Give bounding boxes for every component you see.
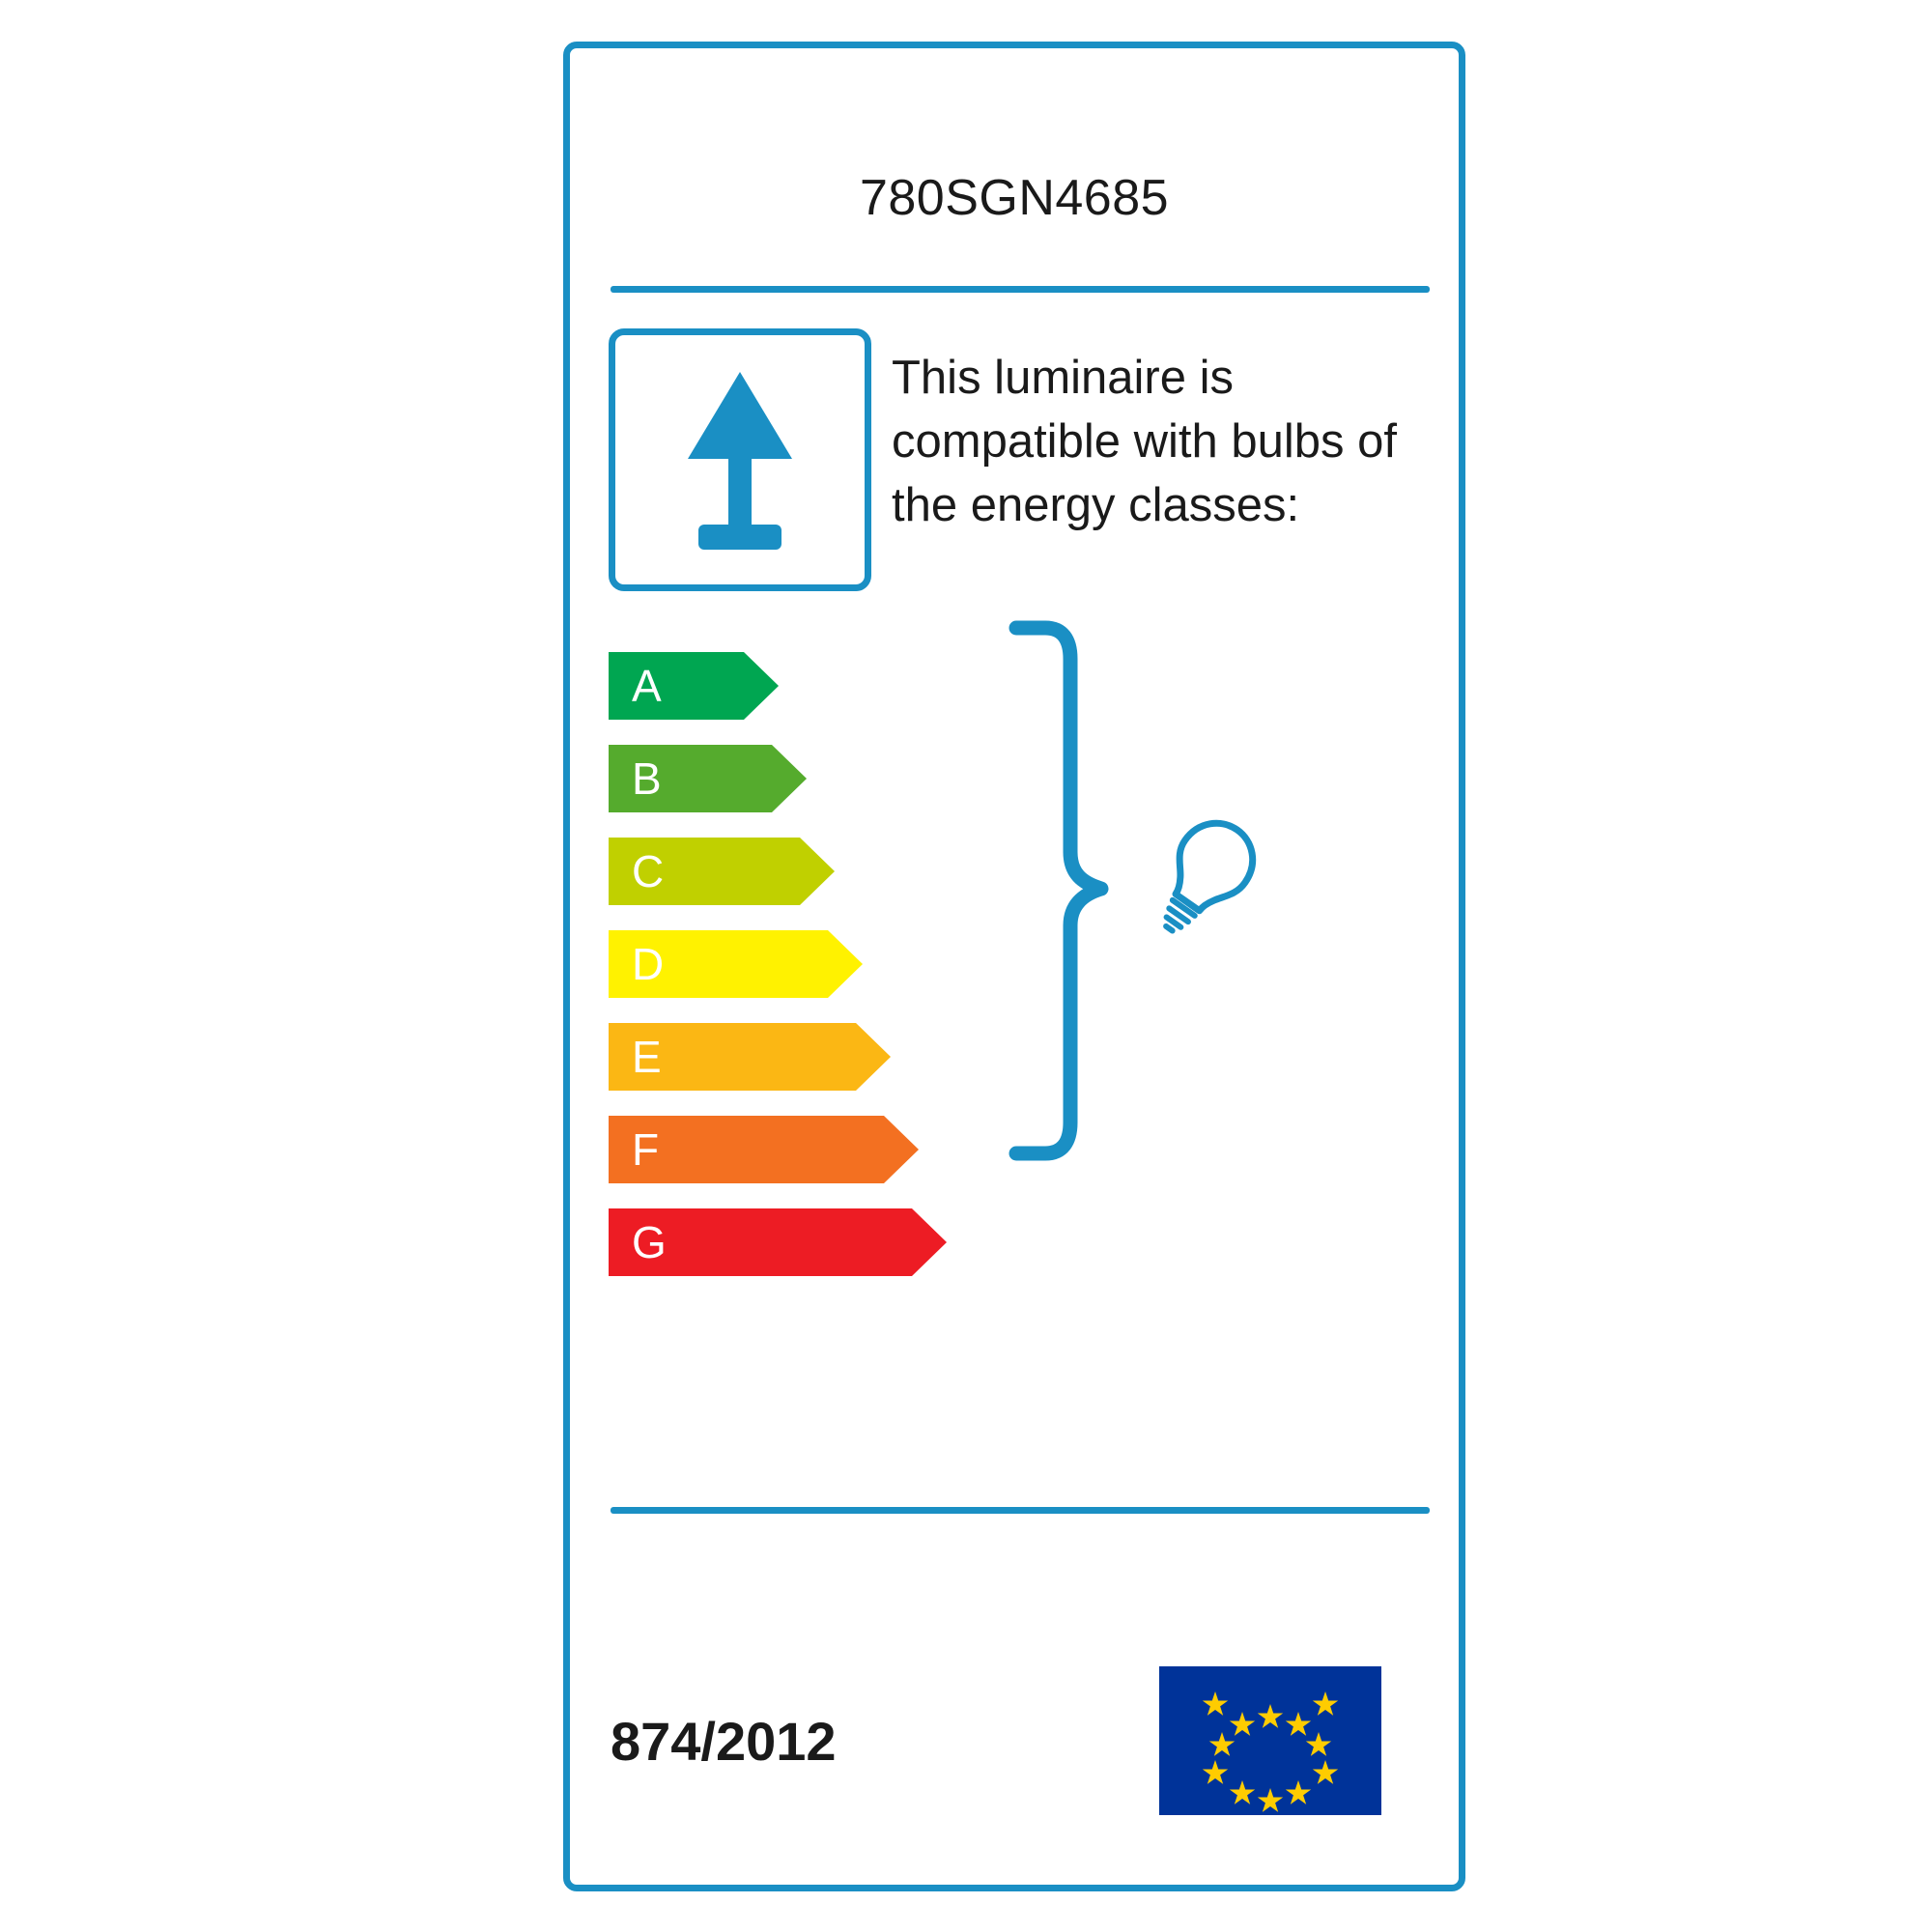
energy-class-arrow-d bbox=[609, 930, 863, 998]
table-lamp-icon bbox=[615, 335, 865, 584]
energy-class-arrow-b bbox=[609, 745, 807, 812]
energy-class-letter: C bbox=[632, 846, 665, 896]
divider-bottom bbox=[611, 1507, 1430, 1514]
energy-class-letter: A bbox=[632, 661, 662, 711]
energy-class-arrow-e bbox=[609, 1023, 891, 1091]
energy-class-row bbox=[609, 930, 995, 998]
model-code: 780SGN4685 bbox=[859, 170, 1170, 226]
light-bulb-icon bbox=[1142, 811, 1282, 952]
energy-class-letter: G bbox=[632, 1217, 667, 1267]
energy-class-letter: D bbox=[632, 939, 665, 989]
eu-flag-icon bbox=[1159, 1666, 1381, 1815]
energy-class-row bbox=[609, 1208, 995, 1276]
energy-class-arrow-a bbox=[609, 652, 779, 720]
energy-class-letter: E bbox=[632, 1032, 662, 1082]
energy-class-arrow-g bbox=[609, 1208, 947, 1276]
energy-class-arrow-f bbox=[609, 1116, 919, 1183]
divider-top bbox=[611, 286, 1430, 293]
energy-class-arrow-c bbox=[609, 838, 835, 905]
energy-class-list bbox=[609, 652, 995, 1301]
energy-class-row bbox=[609, 745, 995, 812]
energy-class-row bbox=[609, 1023, 995, 1091]
energy-label-card bbox=[563, 42, 1465, 1891]
energy-class-letter: B bbox=[632, 753, 662, 804]
energy-class-letter: F bbox=[632, 1124, 660, 1175]
compatibility-text: This luminaire is compatible with bulbs of the energy classes: bbox=[892, 352, 1397, 531]
energy-class-row bbox=[609, 1116, 995, 1183]
luminaire-icon-box bbox=[609, 328, 871, 591]
energy-class-row bbox=[609, 838, 995, 905]
curly-brace-icon bbox=[995, 620, 1121, 1161]
regulation-number: 874/2012 bbox=[611, 1711, 837, 1772]
energy-class-row bbox=[609, 652, 995, 720]
